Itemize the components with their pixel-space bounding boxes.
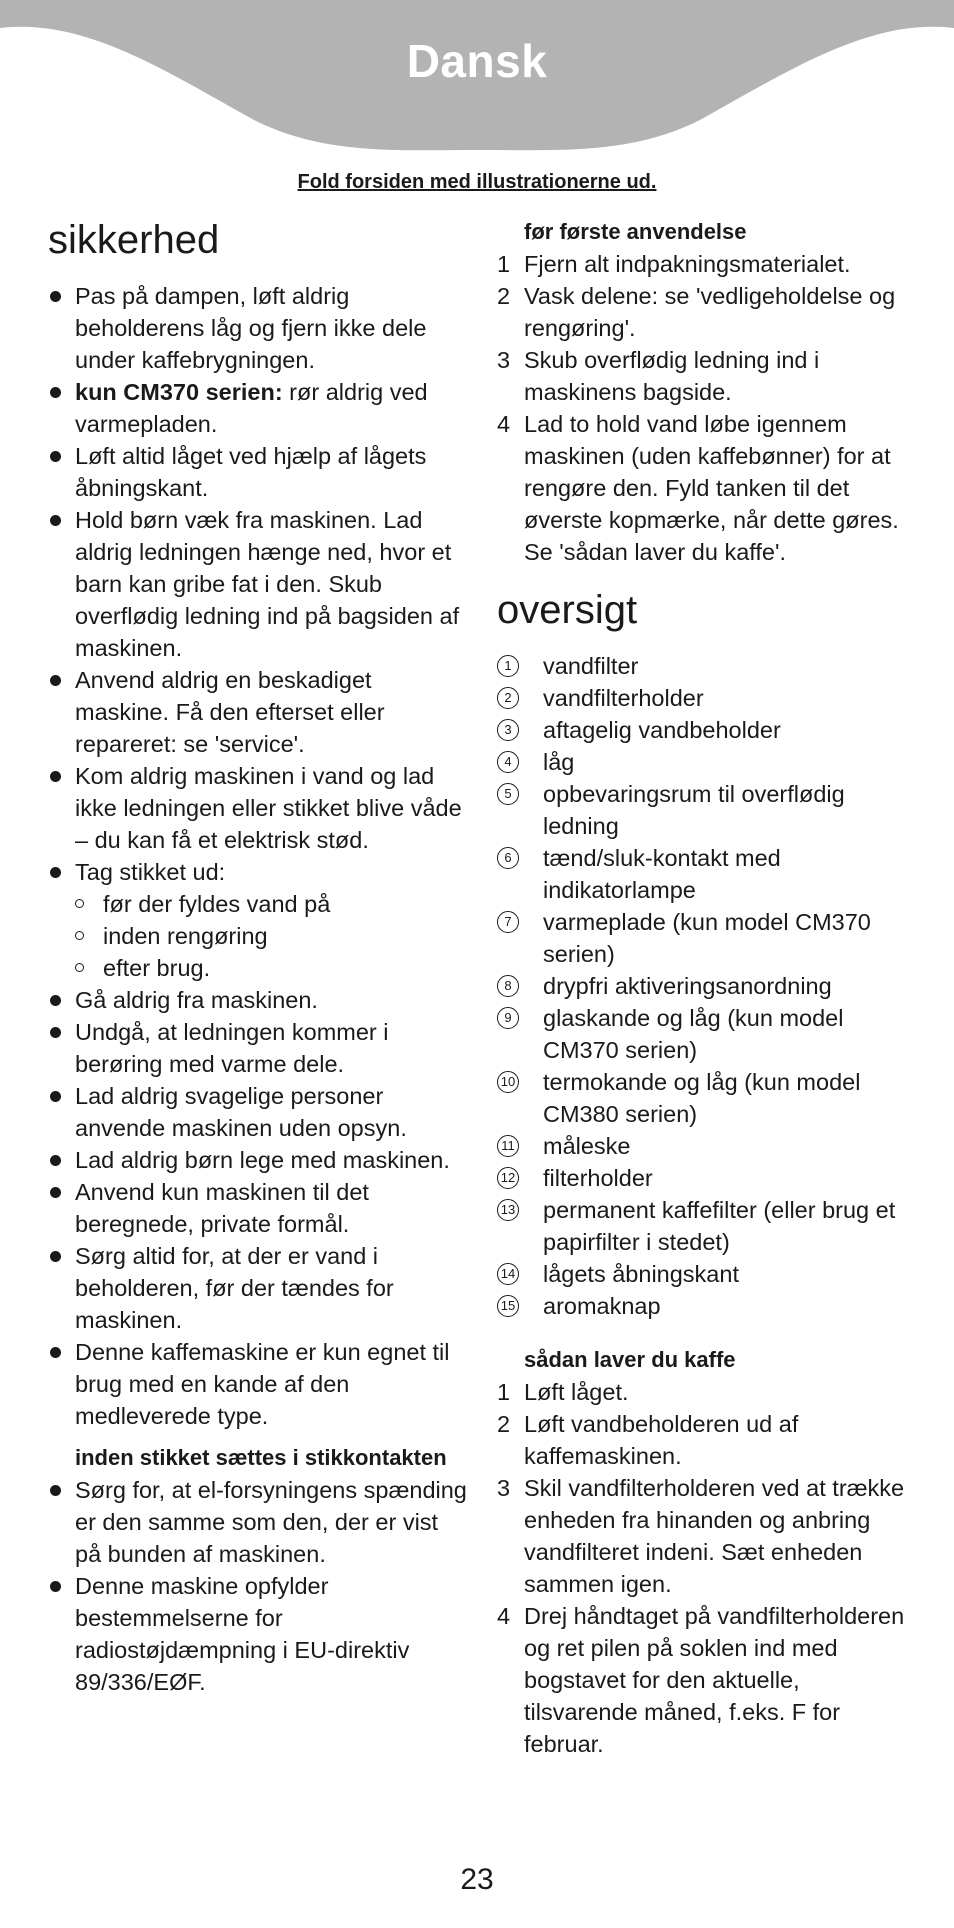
part-label: vandfilterholder (543, 685, 704, 711)
overview-heading: oversigt (497, 588, 638, 632)
step-number: 1 (497, 251, 511, 277)
part-item (497, 970, 917, 1002)
part-label: aromaknap (543, 1293, 661, 1319)
step-text: Vask delene: se 'vedligeholdelse og rengøring'. (524, 283, 896, 341)
safety-item-text: Pas på dampen, løft aldrig beholderens låg og fjern ikke dele under kaffebrygningen. (75, 283, 427, 373)
safety-heading: sikkerhed (48, 218, 220, 262)
step-text: Drej håndtaget på vandfilterholderen og ret pilen på soklen ind med bogstavet for den aktuelle, tilsvarende måned, f.eks. F for februar. (524, 1603, 905, 1757)
first-use-heading: før første anvendelse (524, 219, 747, 244)
safety-list (48, 280, 468, 888)
part-label: glaskande og låg (kun model CM370 serien) (543, 1005, 844, 1063)
part-item (497, 714, 917, 746)
step-number: 2 (497, 283, 511, 309)
part-number-badge: 13 (497, 1199, 519, 1221)
part-item (497, 1066, 917, 1130)
unplug-sub-item: inden rengøring (48, 920, 468, 952)
safety-item: Lad aldrig børn lege med maskinen. (48, 1144, 468, 1176)
part-item (497, 1290, 917, 1322)
part-number-badge: 9 (497, 1007, 519, 1029)
step-text: Lad to hold vand løbe igennem maskinen (uden kaffebønner) for at rengøre den. Fyld tanken til det øverste kopmærke, når dette gøres. Se 'sådan laver du kaffe'. (524, 411, 899, 565)
safety-item-text: rør aldrig ved varmepladen. (75, 379, 428, 437)
part-number-badge: 8 (497, 975, 519, 997)
safety-item (48, 856, 468, 888)
step-text: Skil vandfilterholderen ved at trække enheden fra hinanden og anbring vandfilteret indeni. Sæt enheden sammen igen. (524, 1475, 905, 1597)
part-label: låg (543, 749, 575, 775)
fold-note: Fold forsiden med illustrationerne ud. (297, 171, 657, 193)
safety-item-text: Anvend aldrig en beskadiget maskine. Få den efterset eller repareret: se 'service'. (75, 667, 385, 757)
part-number-badge: 15 (497, 1295, 519, 1317)
step-item (497, 1472, 917, 1600)
part-number-badge: 12 (497, 1167, 519, 1189)
part-item (497, 746, 917, 778)
right-column (497, 216, 917, 1760)
step-text: Fjern alt indpakningsmaterialet. (524, 251, 851, 277)
unplug-sub-item: efter brug. (48, 952, 468, 984)
part-number-badge: 6 (497, 847, 519, 869)
part-number-badge: 14 (497, 1263, 519, 1285)
safety-item: Undgå, at ledningen kommer i berøring med varme dele. (48, 1016, 468, 1080)
safety-item (48, 760, 468, 856)
part-label: varmeplade (kun model CM370 serien) (543, 909, 871, 967)
part-item (497, 1130, 917, 1162)
step-item (497, 1408, 917, 1472)
safety-item: Gå aldrig fra maskinen. (48, 984, 468, 1016)
safety-item (48, 664, 468, 760)
step-item (497, 1600, 917, 1760)
unplug-sublist (48, 888, 468, 984)
safety-item: Anvend kun maskinen til det beregnede, private formål. (48, 1176, 468, 1240)
unplug-sub-item: før der fyldes vand på (48, 888, 468, 920)
safety-item-text: Hold børn væk fra maskinen. Lad aldrig ledningen hænge ned, hvor et barn kan gribe fat i den. Skub overflødig ledning ind på bagsiden af maskinen. (75, 507, 460, 661)
part-number-badge: 2 (497, 687, 519, 709)
part-number-badge: 3 (497, 719, 519, 741)
part-item (497, 778, 917, 842)
part-item (497, 842, 917, 906)
safety-item (48, 280, 468, 376)
plug-heading: inden stikket sættes i stikkontakten (75, 1445, 447, 1470)
part-number-badge: 1 (497, 655, 519, 677)
part-number-badge: 5 (497, 783, 519, 805)
safety-item-text: Tag stikket ud: (75, 859, 226, 885)
part-item (497, 682, 917, 714)
part-item (497, 1002, 917, 1066)
part-item (497, 1194, 917, 1258)
parts-list (497, 650, 917, 1322)
step-text: Løft låget. (524, 1379, 629, 1405)
step-number: 3 (497, 347, 511, 373)
page-number: 23 (460, 1863, 494, 1896)
part-label: måleske (543, 1133, 631, 1159)
step-number: 1 (497, 1379, 511, 1405)
step-number: 3 (497, 1475, 511, 1501)
step-text: Skub overflødig ledning ind i maskinens bagside. (524, 347, 820, 405)
part-label: opbevaringsrum til overflødig ledning (543, 781, 845, 839)
safety-item-text: Kom aldrig maskinen i vand og lad ikke ledningen eller stikket blive våde – du kan få et elektrisk stød. (75, 763, 462, 853)
left-column (48, 216, 468, 1698)
part-label: filterholder (543, 1165, 653, 1191)
part-label: lågets åbningskant (543, 1261, 739, 1287)
first-use-steps (497, 248, 917, 568)
safety-item (48, 440, 468, 504)
part-number-badge: 4 (497, 751, 519, 773)
part-item (497, 1162, 917, 1194)
plug-item: Denne maskine opfylder bestemmelserne for radiostøjdæmpning i EU-direktiv 89/336/EØF. (48, 1570, 468, 1698)
step-number: 2 (497, 1411, 511, 1437)
plug-list (48, 1474, 468, 1698)
step-item (497, 1376, 917, 1408)
step-item (497, 344, 917, 408)
part-number-badge: 10 (497, 1071, 519, 1093)
safety-item: Sørg altid for, at der er vand i beholderen, før der tændes for maskinen. (48, 1240, 468, 1336)
part-label: aftagelig vandbeholder (543, 717, 781, 743)
part-label: termokande og låg (kun model CM380 serien) (543, 1069, 861, 1127)
step-item (497, 280, 917, 344)
page-title: Dansk (406, 35, 548, 87)
step-number: 4 (497, 411, 511, 437)
safety-item (48, 376, 468, 440)
make-coffee-steps (497, 1376, 917, 1760)
step-text: Løft vandbeholderen ud af kaffemaskinen. (524, 1411, 799, 1469)
safety-item (48, 504, 468, 664)
safety-item-lead: kun CM370 serien: (75, 379, 283, 405)
part-label: drypfri aktiveringsanordning (543, 973, 832, 999)
part-label: tænd/sluk-kontakt med indikatorlampe (543, 845, 781, 903)
step-number: 4 (497, 1603, 511, 1629)
part-label: vandfilter (543, 653, 639, 679)
part-number-badge: 7 (497, 911, 519, 933)
safety-item-text: Løft altid låget ved hjælp af lågets åbningskant. (75, 443, 427, 501)
part-number-badge: 11 (497, 1135, 519, 1157)
step-item (497, 408, 917, 568)
safety-item: Denne kaffemaskine er kun egnet til brug med en kande af den medleverede type. (48, 1336, 468, 1432)
make-coffee-heading: sådan laver du kaffe (524, 1347, 736, 1372)
part-item (497, 906, 917, 970)
safety-list-continued (48, 984, 468, 1432)
part-item (497, 650, 917, 682)
part-label: permanent kaffefilter (eller brug et papirfilter i stedet) (543, 1197, 896, 1255)
part-item (497, 1258, 917, 1290)
step-item (497, 248, 917, 280)
safety-item: Lad aldrig svagelige personer anvende maskinen uden opsyn. (48, 1080, 468, 1144)
plug-item: Sørg for, at el-forsyningens spænding er den samme som den, der er vist på bunden af maskinen. (48, 1474, 468, 1570)
